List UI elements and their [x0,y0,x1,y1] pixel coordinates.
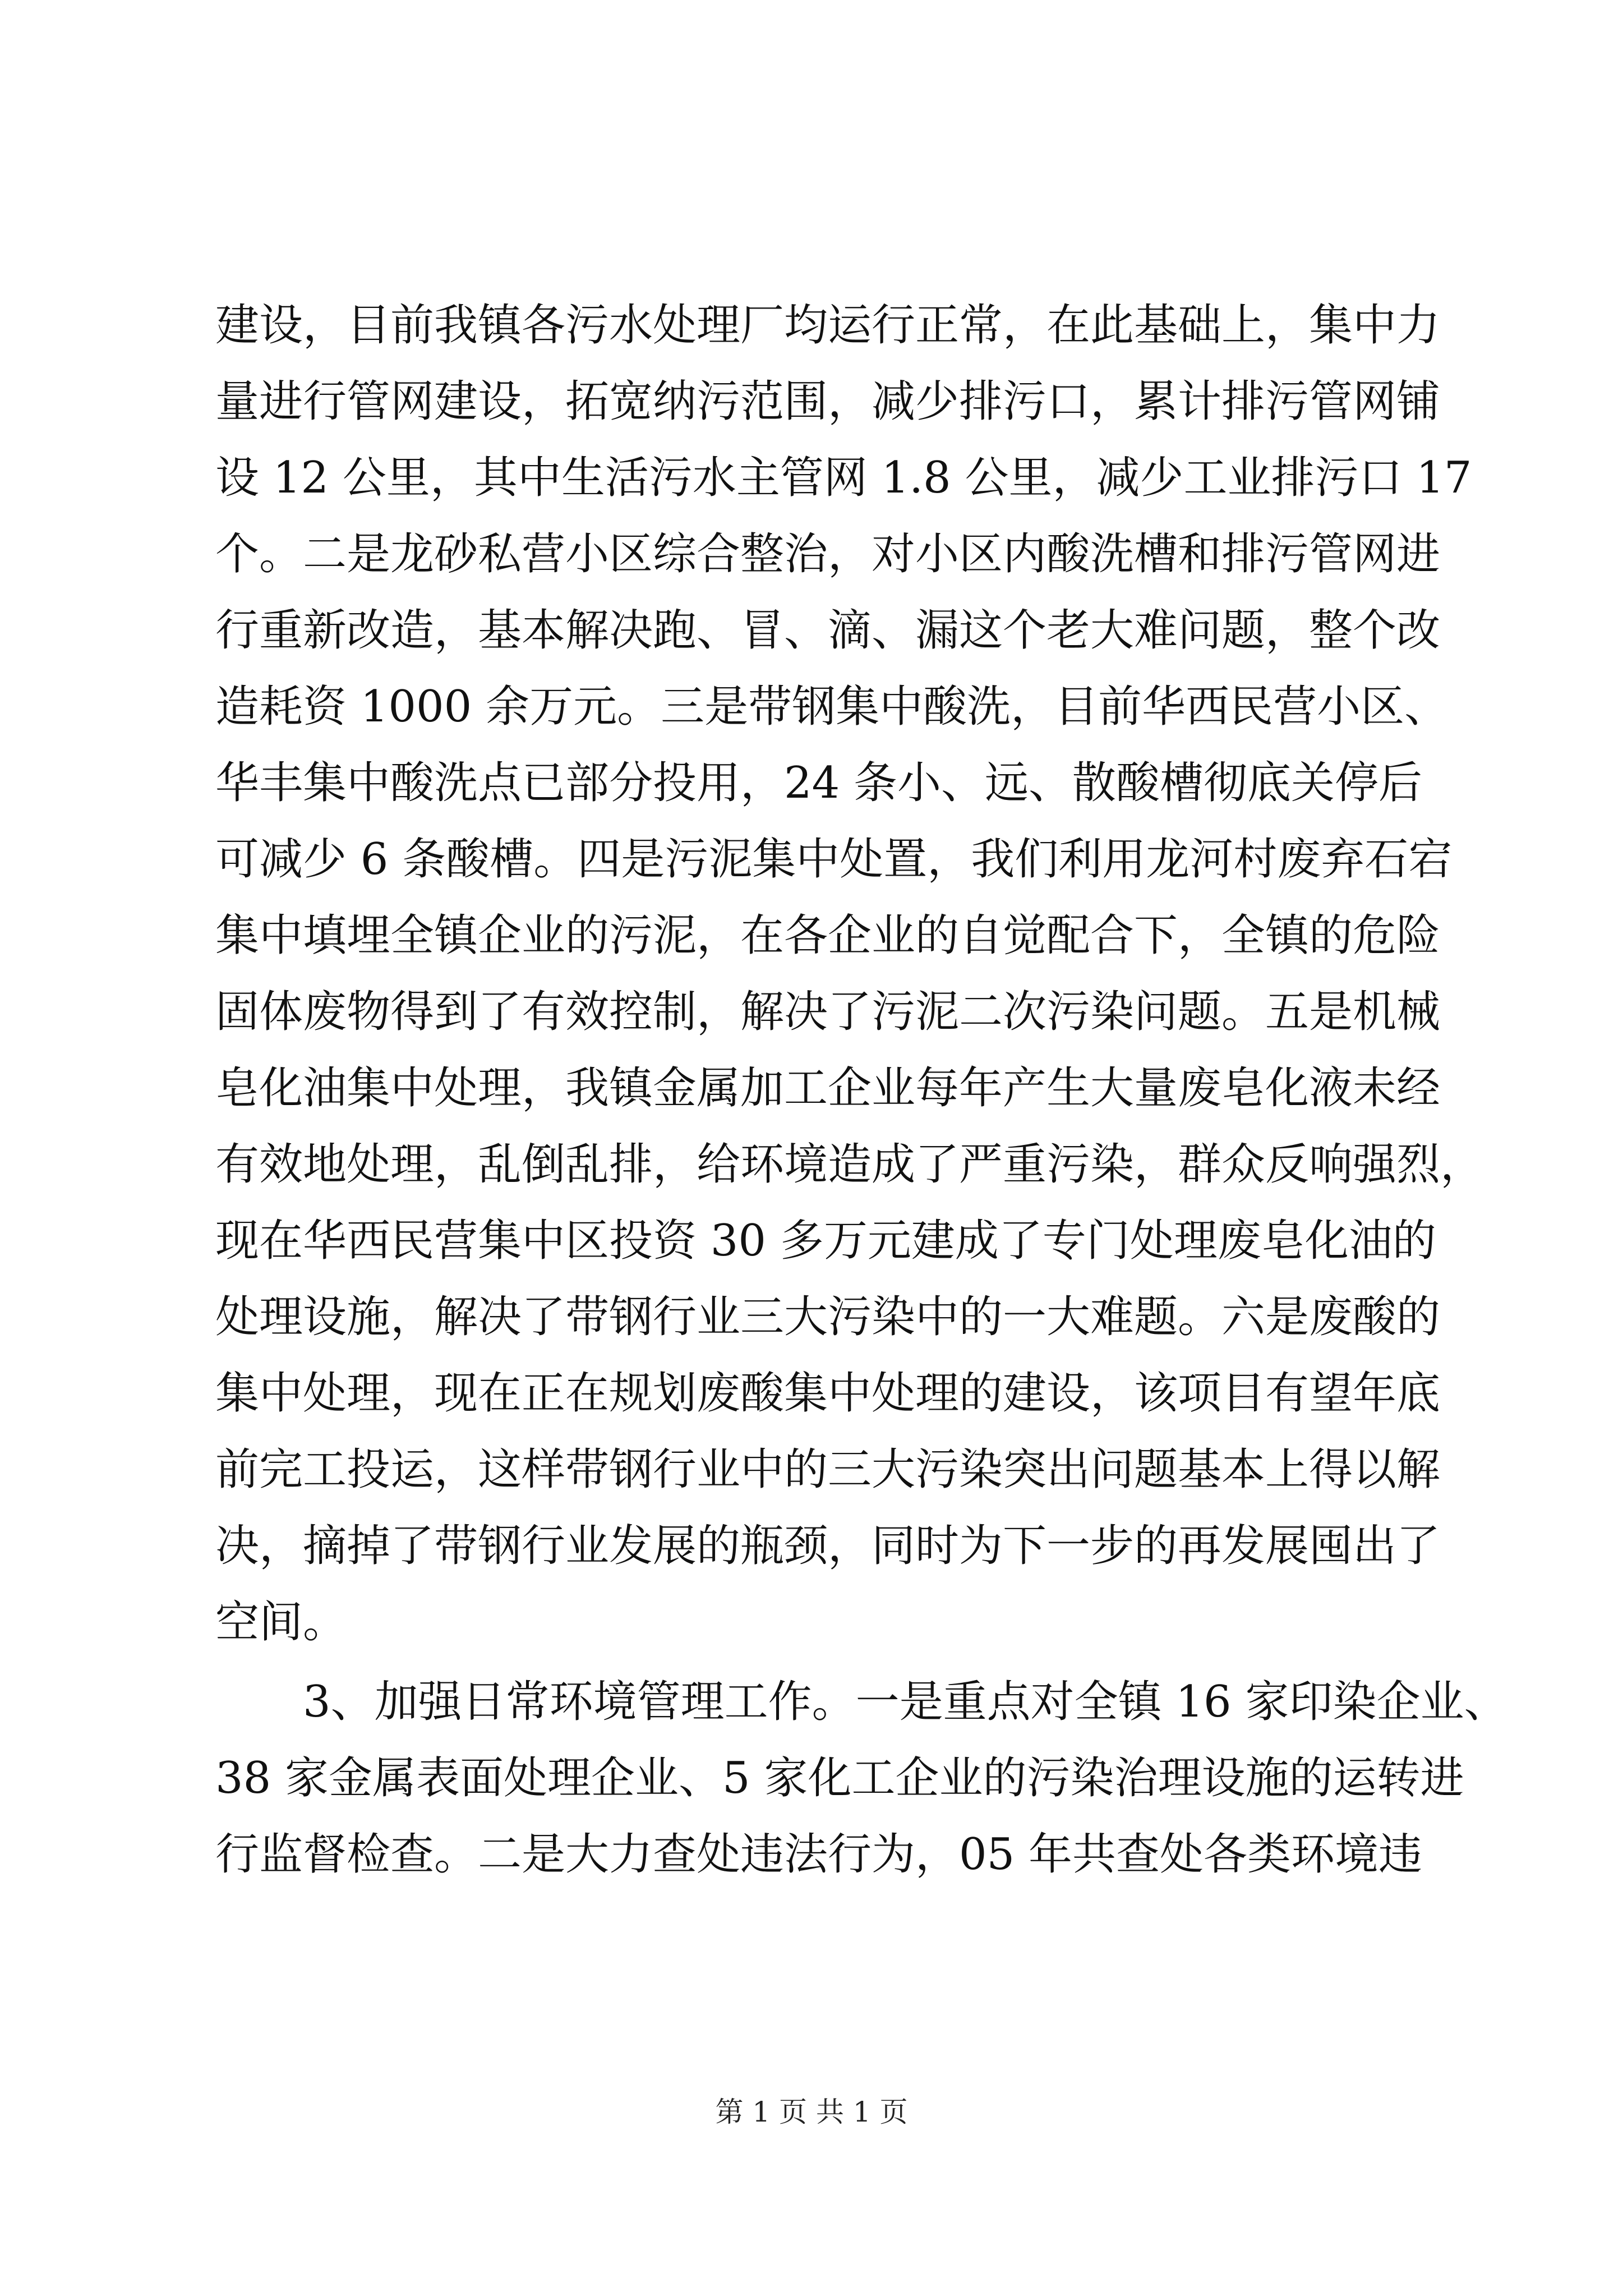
text-line: 固体废物得到了有效控制，解决了污泥二次污染问题。五是机械 [215,987,1441,1037]
text-line: 量进行管网建设，拓宽纳污范围，减少排污口，累计排污管网铺 [215,376,1441,427]
page-number-footer: 第 1 页 共 1 页 [715,2096,908,2128]
text-line: 个。二是龙砂私营小区综合整治，对小区内酸洗槽和排污管网进 [215,529,1441,579]
text-line: 集中处理，现在正在规划废酸集中处理的建设，该项目有望年底 [215,1368,1441,1419]
text-line: 可减少 6 条酸槽。四是污泥集中处置，我们利用龙河村废弃石宕 [215,834,1453,885]
text-line: 建设，目前我镇各污水处理厂均运行正常，在此基础上，集中力 [215,300,1441,351]
text-line: 现在华西民营集中区投资 30 多万元建成了专门处理废皂化油的 [215,1216,1436,1266]
text-line: 造耗资 1000 余万元。三是带钢集中酸洗，目前华西民营小区、 [215,682,1449,732]
text-line: 华丰集中酸洗点已部分投用，24 条小、远、散酸槽彻底关停后 [215,758,1423,808]
text-line: 3、加强日常环境管理工作。一是重点对全镇 16 家印染企业、 [215,1677,1508,1727]
text-line: 前完工投运，这样带钢行业中的三大污染突出问题基本上得以解 [215,1444,1441,1495]
text-line: 集中填埋全镇企业的污泥，在各企业的自觉配合下，全镇的危险 [215,910,1441,961]
paragraph-2 [215,1664,1508,1893]
text-line: 空间。 [215,1597,347,1648]
text-line: 皂化油集中处理，我镇金属加工企业每年产生大量废皂化液未经 [215,1063,1441,1114]
text-line: 有效地处理，乱倒乱排，给环境造成了严重污染，群众反响强烈， [215,1139,1484,1190]
text-line: 38 家金属表面处理企业、5 家化工企业的污染治理设施的运转进 [215,1753,1464,1803]
text-line: 设 12 公里，其中生活污水主管网 1.8 公里，减少工业排污口 17 [215,453,1472,503]
text-line: 决，摘掉了带钢行业发展的瓶颈，同时为下一步的再发展囤出了 [215,1521,1441,1571]
text-line: 行监督检查。二是大力查处违法行为，05 年共查处各类环境违 [215,1829,1423,1880]
paragraph-1 [215,287,1484,1660]
text-line: 处理设施，解决了带钢行业三大污染中的一大难题。六是废酸的 [215,1292,1441,1342]
text-line: 行重新改造，基本解决跑、冒、滴、漏这个老大难问题，整个改 [215,605,1441,656]
body-text [215,287,1508,1893]
